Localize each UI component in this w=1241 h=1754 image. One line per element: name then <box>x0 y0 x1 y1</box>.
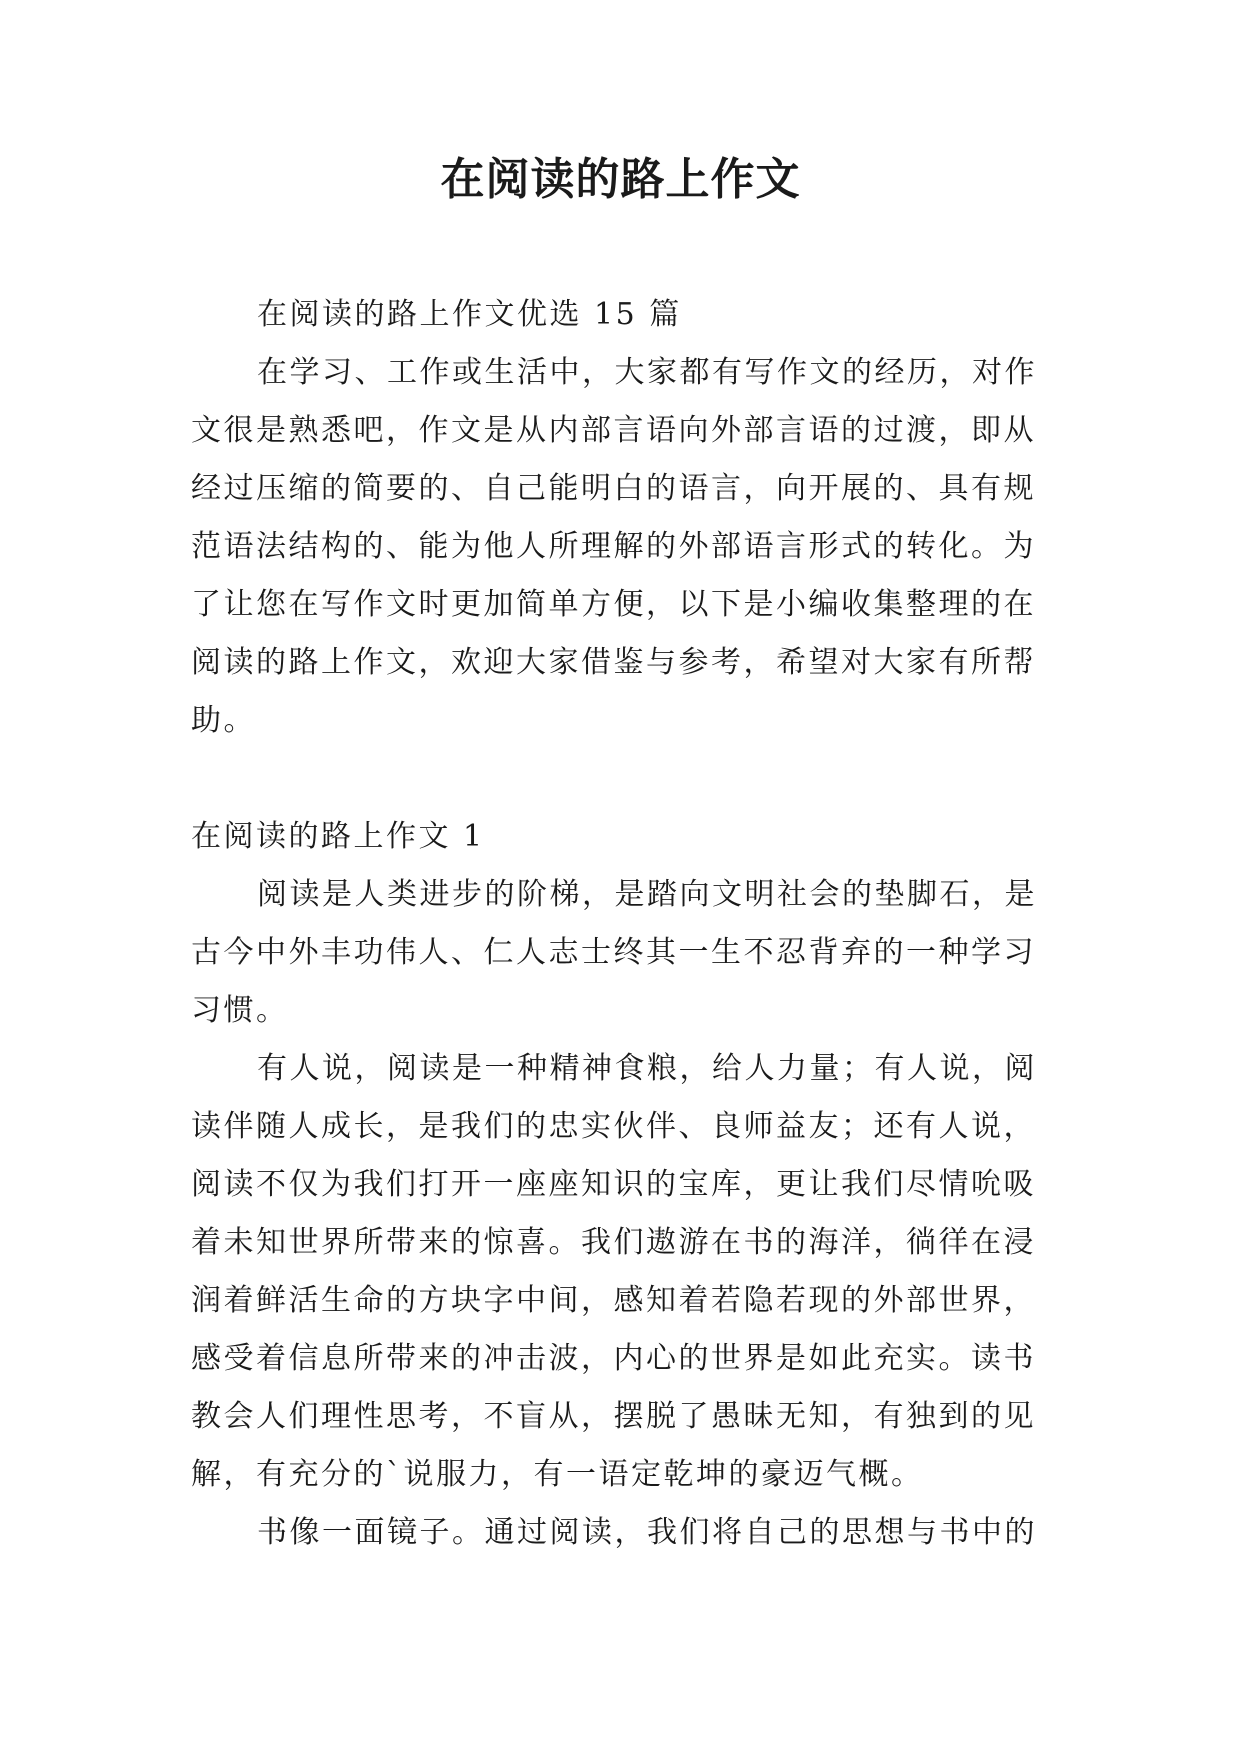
text-line: 阅读不仅为我们打开一座座知识的宝库，更让我们尽情吮吸 <box>191 1167 1036 1202</box>
text-line: 读伴随人成长，是我们的忠实伙伴、良师益友；还有人说， <box>191 1109 1036 1144</box>
text-line: 助。 <box>191 703 256 738</box>
text-line: 教会人们理性思考，不盲从，摆脱了愚昧无知，有独到的见 <box>191 1399 1036 1434</box>
text-line: 古今中外丰功伟人、仁人志士终其一生不忍背弃的一种学习 <box>191 935 1036 970</box>
text-line: 在阅读的路上作文 1 <box>191 819 485 854</box>
document-title: 在阅读的路上作文 <box>440 154 801 205</box>
text-line: 习惯。 <box>191 993 289 1028</box>
text-line: 阅读是人类进步的阶梯，是踏向文明社会的垫脚石，是 <box>257 877 1037 912</box>
text-line: 润着鲜活生命的方块字中间，感知着若隐若现的外部世界， <box>191 1283 1036 1318</box>
blank-line <box>191 750 1061 808</box>
text-line: 范语法结构的、能为他人所理解的外部语言形式的转化。为 <box>191 529 1036 564</box>
text-line: 在阅读的路上作文优选 15 篇 <box>257 297 682 332</box>
document-body <box>191 286 1061 1562</box>
text-line: 着未知世界所带来的惊喜。我们遨游在书的海洋，徜徉在浸 <box>191 1225 1036 1260</box>
text-line: 文很是熟悉吧，作文是从内部言语向外部言语的过渡，即从 <box>191 413 1036 448</box>
text-line: 在学习、工作或生活中，大家都有写作文的经历，对作 <box>257 355 1037 390</box>
text-line: 阅读的路上作文，欢迎大家借鉴与参考，希望对大家有所帮 <box>191 645 1036 680</box>
text-line: 感受着信息所带来的冲击波，内心的世界是如此充实。读书 <box>191 1341 1036 1376</box>
text-line: 书像一面镜子。通过阅读，我们将自己的思想与书中的 <box>257 1515 1037 1550</box>
text-line: 有人说，阅读是一种精神食粮，给人力量；有人说，阅 <box>257 1051 1037 1086</box>
text-line: 了让您在写作文时更加简单方便，以下是小编收集整理的在 <box>191 587 1036 622</box>
text-line: 解，有充分的`说服力，有一语定乾坤的豪迈气概。 <box>191 1457 924 1492</box>
text-line: 经过压缩的简要的、自己能明白的语言，向开展的、具有规 <box>191 471 1036 506</box>
